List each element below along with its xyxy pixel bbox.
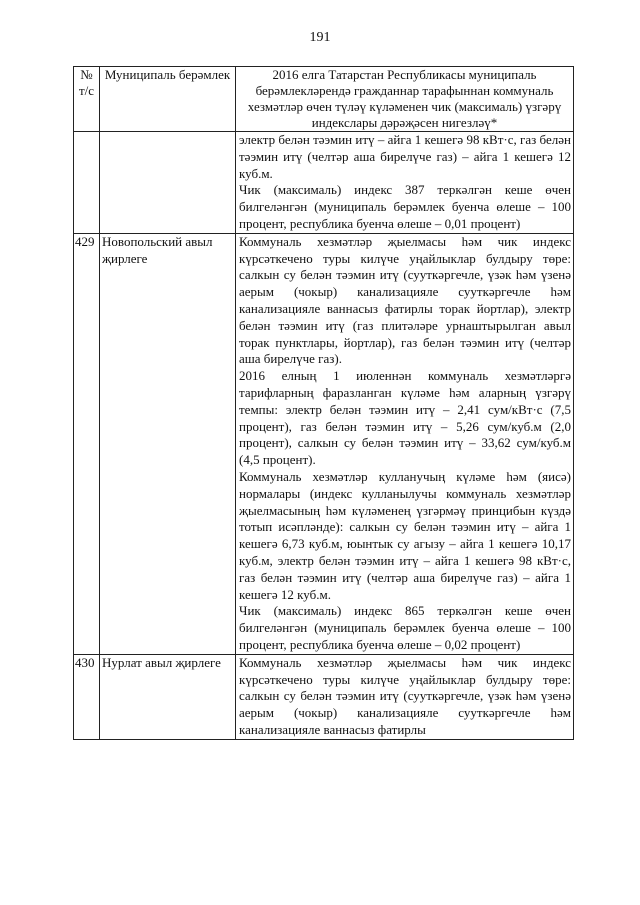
row-municipality: Нурлат авыл җирлеге: [100, 654, 236, 739]
table-row: [74, 654, 574, 739]
table-header-row: [74, 67, 574, 132]
description-paragraph: Коммуналь хезмәтләр җыелмасы һәм чик индекс күрсәткечено туры килүче уңайлыклар булдыру төре: салкын су белән тәэмин итү (сууткәргечле, үзәк һәм үзенә аерым (чокыр) канализацияле сууткәргечле һәм канализацияле ваннасыз фатирлы: [239, 654, 571, 737]
description-paragraph: Коммуналь хезмәтләр кулланучың күләме һәм (яисә) нормалары (индекс кулланылучы коммуналь хезмәтләр җыелмасының һәм күләменең үзгәрмәү принцибын күздә тотып исәпләнде): салкын су белән тәэмин итү – айга 1 кешегә 6,73 куб.м, юынтык су агызу – айга 1 кешегә 10,17 куб.м, электр белән тәэмин итү – айга 1 кешегә 98 кВт·с, газ белән тәэмин итү (челтәр аша бирелүче газ) – айга 1 кешегә 12 куб.м.: [239, 468, 571, 602]
table-row: [74, 132, 574, 234]
row-description: [236, 132, 574, 234]
table-row: [74, 233, 574, 654]
row-municipality: Новопольский авыл җирлеге: [100, 233, 236, 654]
row-number: [74, 132, 100, 234]
row-municipality: [100, 132, 236, 234]
description-paragraph: Чик (максималь) индекс 387 теркәлгән кеше өчен билгеләнгән (муниципаль берәмлек буенча өлеше – 100 процент, республика буенча өлеше – 0,01 процент): [239, 182, 571, 231]
description-paragraph: Чик (максималь) индекс 865 теркәлгән кеше өчен билгеләнгән (муниципаль берәмлек буенча өлеше – 100 процент, республика буенча өлеше – 0,02 процент): [239, 603, 571, 652]
row-number: 430: [74, 654, 100, 739]
description-paragraph: электр белән тәэмин итү – айга 1 кешегә 98 кВт·с, газ белән тәэмин итү (челтәр аша бирелүче газ) – айга 1 кешегә 12 куб.м.: [239, 132, 571, 181]
row-number: 429: [74, 233, 100, 654]
header-municipality: Муниципаль берәмлек: [100, 67, 236, 132]
row-description: [236, 654, 574, 739]
header-description: 2016 елга Татарстан Республикасы муниципаль берәмлекләрендә гражданнар тарафыннан коммуналь хезмәтләр өчен түләү күләменен чик (максималь) үзгәрү индекслары дәрәҗәсен нигезләү*: [236, 67, 574, 132]
description-paragraph: 2016 елның 1 июленнән коммуналь хезмәтләргә тарифларның фаразланган күләме һәм аларның үзгәрү темпы: электр белән тәэмин итү – 2,41 сум/кВт·с (7,5 процент), газ белән тәэмин итү – 5,26 сум/куб.м (2,0 процент), салкын су белән тәэмин итү – 33,62 сум/куб.м (4,5 процент).: [239, 368, 571, 468]
index-table: [73, 66, 574, 740]
page-number: 191: [309, 30, 331, 45]
description-paragraph: Коммуналь хезмәтләр җыелмасы һәм чик индекс күрсәткечено туры килүче уңайлыклар булдыру төре: салкын су белән тәэмин итү (сууткәргечле, үзәк һәм үзенә аерым (чокыр) канализацияле сууткәргечле һәм канализацияле ваннасыз фатирлы торак йортлар), электр белән тәэмин итү (газ плитәләре урнаштырылган авыл торак пунктлары, йортлар), газ белән тәэмин итү (челтәр аша бирелүче газ).: [239, 233, 571, 367]
header-number: № т/с: [74, 67, 100, 132]
row-description: [236, 233, 574, 654]
